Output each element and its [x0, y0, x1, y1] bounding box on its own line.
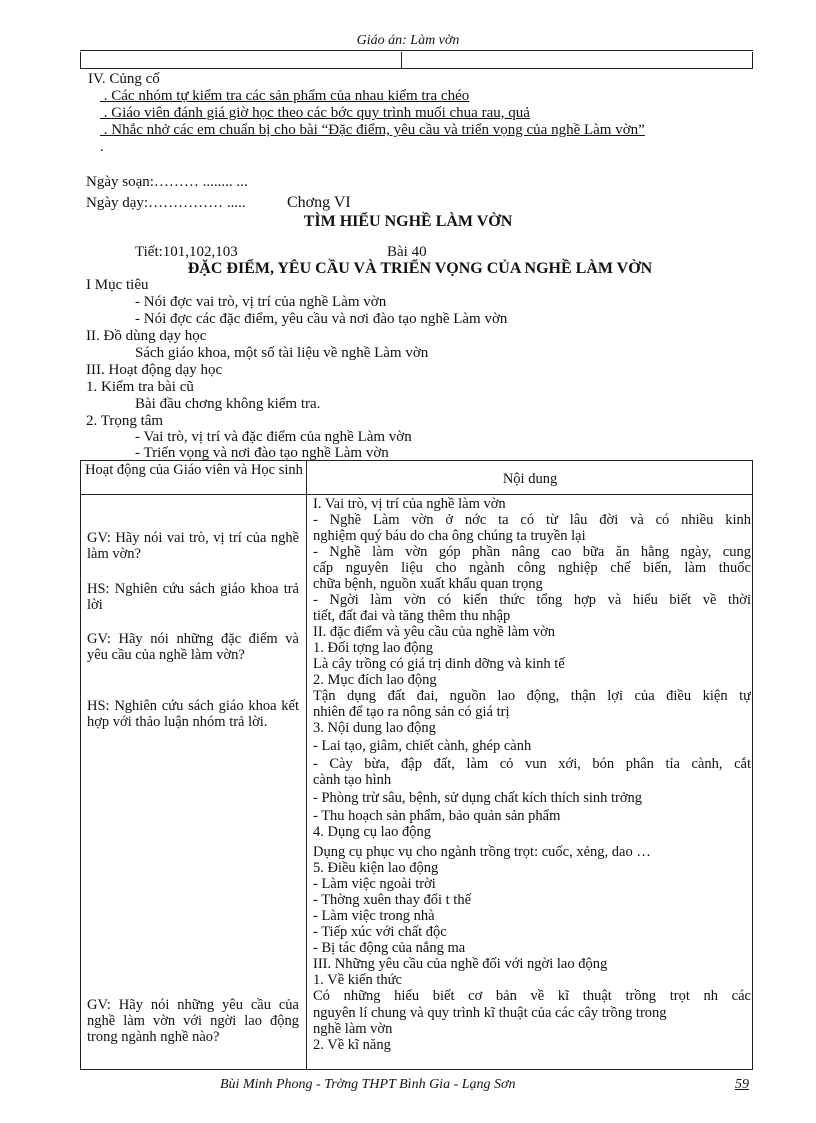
content-line: 1. Về kiến thức [313, 972, 402, 988]
student-activity: HS: Nghiên cứu sách giáo khoa trả lời [87, 581, 299, 613]
content-line: cấp nguyên liệu cho ngành công nghiệp chế biến, làm thuốc [313, 560, 751, 576]
column-header-content: Nội dung [502, 471, 558, 487]
content-line: 2. Về kĩ năng [313, 1037, 391, 1053]
focus-item: - Triển vọng và nơi đào tạo nghề Làm vờn [135, 445, 389, 461]
content-line: - Nghề Làm vờn ở nớc ta có từ lâu đời và có nhiều kinh [313, 512, 751, 528]
focus-heading: 2. Trọng tâm [86, 413, 164, 429]
activities-heading: III. Hoạt động dạy học [86, 362, 223, 378]
prep-date: Ngày soạn:……… ........ ... [86, 174, 248, 190]
content-line: - Bị tác động của nắng ma [313, 940, 466, 956]
content-line: chữa bệnh, nguồn xuất khẩu quan trọng [313, 576, 543, 592]
content-line: III. Những yêu cầu của nghề đối với ngời lao động [313, 956, 608, 972]
objective-item: - Nói đợc vai trò, vị trí của nghề Làm vờn [135, 294, 387, 310]
content-line: nghề làm vờn [313, 1021, 393, 1037]
lesson-table [80, 460, 753, 1070]
content-line: - Thu hoạch sản phẩm, bảo quản sản phẩm [313, 808, 561, 824]
content-line: 3. Nội dung lao động [313, 720, 436, 736]
column-header-activities: Hoạt động của Giáo viên và Học sinh [85, 462, 303, 478]
content-line: 2. Mục đích lao động [313, 672, 437, 688]
objectives-heading: I Mục tiêu [86, 277, 149, 293]
content-line: - Nghề làm vờn góp phần nâng cao bữa ăn hằng ngày, cung [313, 544, 751, 560]
content-line: nguyên lí chung và quy trình kĩ thuật của các cây trồng trong [313, 1005, 667, 1021]
teacher-question: GV: Hãy nói những đặc điểm và yêu cầu của nghề làm vờn? [87, 631, 299, 663]
bullet-dot: . [100, 139, 104, 155]
content-line: 5. Điều kiện lao động [313, 860, 439, 876]
lesson-periods: Tiết:101,102,103 [135, 244, 238, 260]
teacher-question: GV: Hãy nói những yêu cầu của nghề làm vờn với ngời lao động trong ngành nghề nào? [87, 997, 299, 1045]
content-line: nhiên để tạo ra nông sản có giá trị [313, 704, 510, 720]
previous-table-tail [80, 52, 753, 69]
content-line: - Phòng trừ sâu, bệnh, sử dụng chất kích thích sinh trởng [313, 790, 643, 806]
teacher-question: GV: Hãy nói vai trò, vị trí của nghề làm vờn? [87, 530, 299, 562]
content-line: II. đặc điểm và yêu cầu của nghề làm vờn [313, 624, 555, 640]
content-line: - Làm việc ngoài trời [313, 876, 436, 892]
consolidation-item: . Nhắc nhở các em chuẩn bị cho bài “Đặc điểm, yêu cầu và triển vọng của nghề Làm vờn” [100, 122, 645, 138]
page-number: 59 [735, 1077, 749, 1092]
content-line: 1. Đối tợng lao động [313, 640, 434, 656]
consolidation-item: . Giáo viên đánh giá giờ học theo các bớc quy trình muối chua rau, quả [100, 105, 530, 121]
content-lines [313, 496, 751, 1053]
footer-author: Bùi Minh Phong - Trờng THPT Bình Gia - Lạng Sơn [220, 1077, 516, 1092]
objective-item: - Nói đợc các đặc điểm, yêu cầu và nơi đào tạo nghề Làm vờn [135, 311, 508, 327]
chapter-title: TÌM HIỂU NGHỀ LÀM VỜN [303, 213, 513, 230]
content-line: - Làm việc trong nhà [313, 908, 435, 924]
content-line: cành tạo hình [313, 772, 392, 788]
student-activity: HS: Nghiên cứu sách giáo khoa kết hợp với thảo luận nhóm trả lời. [87, 698, 299, 730]
content-line: - Lai tạo, giâm, chiết cành, ghép cành [313, 738, 532, 754]
content-line: - Ngời làm vờn có kiến thức tổng hợp và hiểu biết về thời [313, 592, 751, 608]
review-heading: 1. Kiểm tra bài cũ [86, 379, 194, 395]
content-line: tiết, đất đai và tăng thêm thu nhập [313, 608, 511, 624]
content-line: Tận dụng đất đai, nguồn lao động, thận lợi của điều kiện tự [313, 688, 751, 704]
section-iv-heading: IV. Củng cố [88, 71, 160, 87]
materials-text: Sách giáo khoa, một số tài liệu về nghề Làm vờn [135, 345, 429, 361]
content-line: nghiệm quý báu do cha ông chúng ta truyền lại [313, 528, 586, 544]
focus-item: - Vai trò, vị trí và đặc điểm của nghề Làm vờn [135, 429, 412, 445]
review-text: Bài đầu chơng không kiểm tra. [135, 396, 321, 412]
consolidation-item: . Các nhóm tự kiểm tra các sản phẩm của nhau kiểm tra chéo [100, 88, 470, 104]
content-line: Có những hiểu biết cơ bản về kĩ thuật trồng trọt nh các [313, 988, 751, 1004]
content-line: - Cày bừa, đập đất, làm cỏ vun xới, bón phân tỉa cành, cắt [313, 756, 751, 772]
teach-date: Ngày dạy:…………… ..... [86, 195, 246, 211]
content-line: Là cây trồng có giá trị dinh dỡng và kinh tế [313, 656, 565, 672]
materials-heading: II. Đồ dùng dạy học [86, 328, 207, 344]
content-line: Dụng cụ phục vụ cho ngành trồng trọt: cuốc, xẻng, dao … [313, 844, 651, 860]
lesson-title: ĐẶC ĐIỂM, YÊU CẦU VÀ TRIỂN VỌNG CỦA NGHỀ LÀM VỜN [187, 260, 653, 277]
content-line: 4. Dụng cụ lao động [313, 824, 431, 840]
content-line: I. Vai trò, vị trí của nghề làm vờn [313, 496, 506, 512]
chapter-label: Chơng VI [287, 194, 351, 211]
page-header-title: Giáo án: Làm vờn [356, 33, 460, 48]
content-line: - Thờng xuên thay đổi t thế [313, 892, 472, 908]
content-line: - Tiếp xúc với chất độc [313, 924, 447, 940]
lesson-number: Bài 40 [387, 244, 427, 260]
header-rule [80, 50, 753, 51]
